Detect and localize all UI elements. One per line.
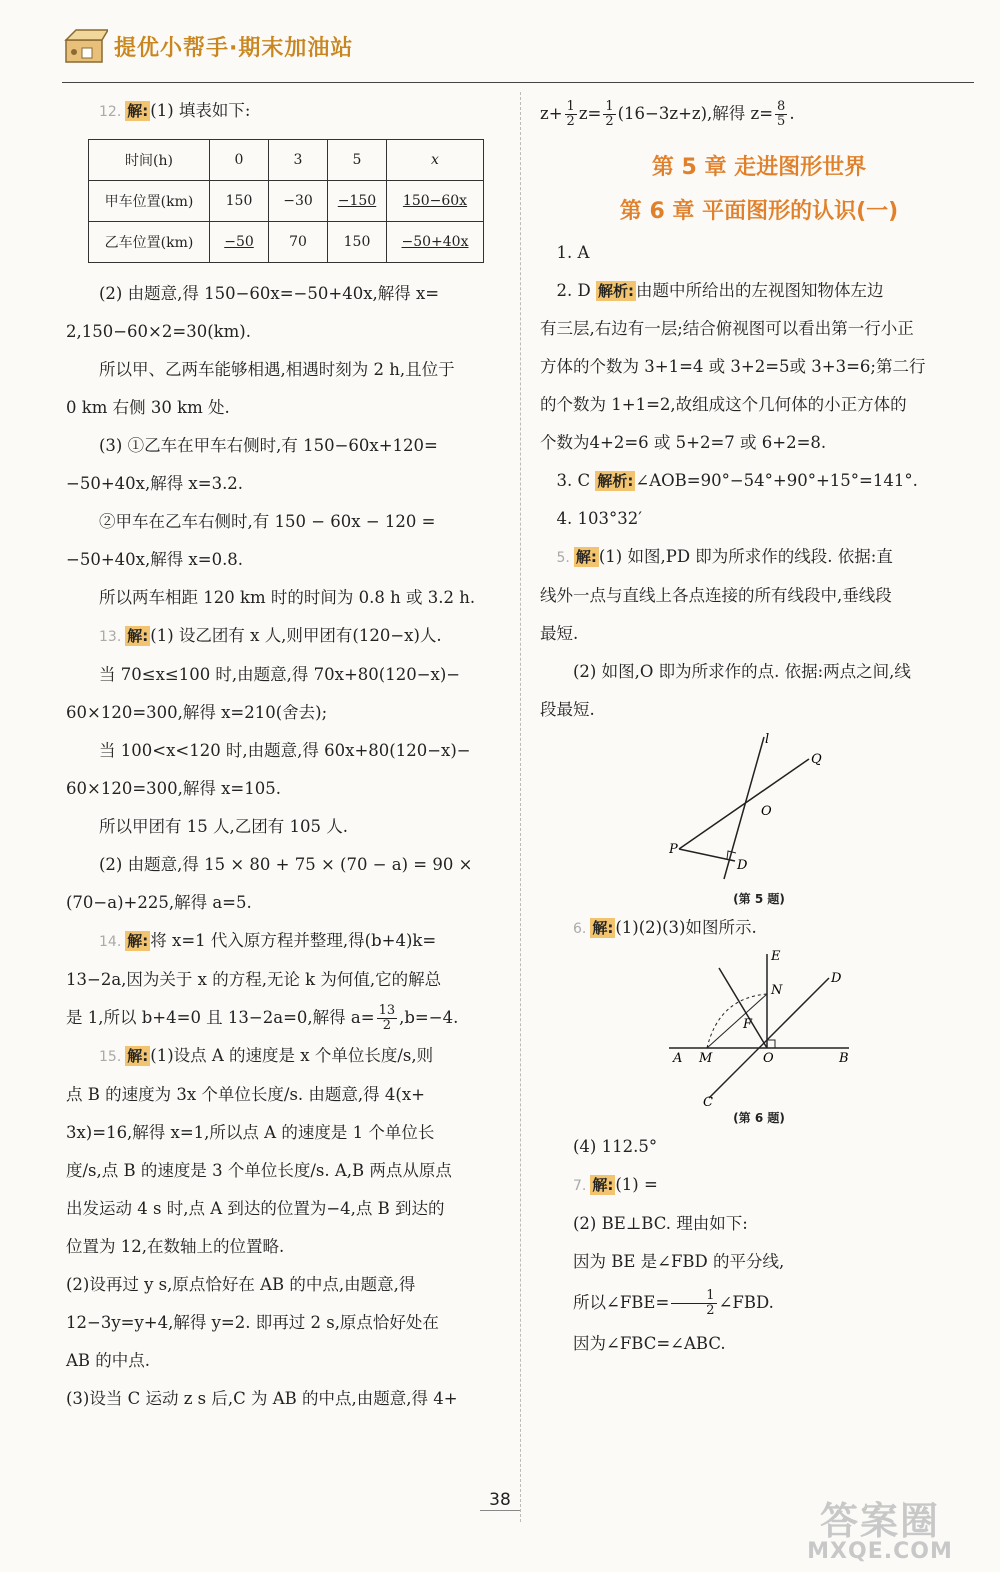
table-header-cell: 时间(h) xyxy=(89,140,210,181)
figure-6-caption: (第 6 题) xyxy=(733,1111,785,1125)
fraction-denominator: 2 xyxy=(706,1303,715,1318)
fig6-label-C: C xyxy=(703,1095,713,1108)
text-line: 所以甲、乙两车能够相遇,相遇时刻为 2 h,且位于 xyxy=(99,360,455,379)
jie-tag: 解: xyxy=(127,932,149,950)
text-line: 60×120=300,解得 x=210(舍去); xyxy=(66,703,328,722)
fig5-label-D: D xyxy=(737,858,748,873)
table-cell: 甲车位置(km) xyxy=(89,181,210,222)
jie-tag: 解: xyxy=(592,919,614,937)
text-line: 的个数为 1+1=2,故组成这个几何体的小正方体的 xyxy=(540,395,907,414)
a6-number: 6. xyxy=(573,921,587,937)
q13-part1: (1) 设乙团有 x 人,则甲团有(120−x)人. xyxy=(150,626,442,645)
table-header-cell: 3 xyxy=(269,140,328,181)
text-line: (2) 由题意,得 150−60x=−50+40x,解得 x= xyxy=(99,284,440,303)
fig5-label-Q: Q xyxy=(811,752,822,767)
fig6-label-E: E xyxy=(771,949,781,964)
text-line: −50+40x,解得 x=3.2. xyxy=(66,474,244,493)
fraction-denominator: 2 xyxy=(382,1018,391,1033)
jie-tag: 解: xyxy=(127,627,149,645)
text-line: 0 km 右侧 30 km 处. xyxy=(66,398,230,417)
watermark-logo xyxy=(780,1490,980,1570)
text-line: 2,150−60×2=30(km). xyxy=(66,322,251,341)
text-line: 线外一点与直线上各点连接的所有线段中,垂线段 xyxy=(540,586,892,605)
table-header-row xyxy=(89,140,484,181)
fraction-numerator: 13 xyxy=(378,1003,396,1018)
text-line: 因为∠FBC=∠ABC. xyxy=(573,1334,726,1353)
page-header xyxy=(62,26,353,66)
text-line: 13−2a,因为关于 x 的方程,无论 k 为何值,它的解总 xyxy=(66,970,442,989)
text-line: 方体的个数为 3+1=4 或 3+2=5或 3+3=6;第二行 xyxy=(540,357,926,376)
header-rule xyxy=(62,82,974,83)
fig5-label-l: l xyxy=(765,732,770,747)
table-cell: 150 xyxy=(210,181,269,222)
text-line: 点 B 的速度为 3x 个单位长度/s. 由题意,得 4(x+ xyxy=(66,1085,425,1104)
answer-6-line1: (1)(2)(3)如图所示. xyxy=(615,918,757,937)
table-cell-answer: −150 xyxy=(337,193,377,209)
fig6-label-N: N xyxy=(771,983,783,998)
fig6-label-D: D xyxy=(831,971,842,986)
fraction-numerator: 1 xyxy=(605,99,614,114)
q13-number: 13. xyxy=(99,629,122,645)
text-line: (70−a)+225,解得 a=5. xyxy=(66,893,252,912)
cont-c: (16−3z+z),解得 z= xyxy=(617,104,774,123)
jie-tag: 解: xyxy=(592,1176,614,1194)
fig6-label-F: F xyxy=(743,1017,753,1032)
figure-6 xyxy=(659,948,859,1108)
text-line: 最短. xyxy=(540,624,579,643)
table-cell-answer: −50+40x xyxy=(401,234,469,250)
text-line: 所以甲团有 15 人,乙团有 105 人. xyxy=(99,817,348,836)
fraction-numerator: 8 xyxy=(777,99,786,114)
watermark-url: MXQE.COM xyxy=(807,1539,953,1564)
table-cell-answer: 150−60x xyxy=(402,193,468,209)
fraction-denominator: 5 xyxy=(777,114,786,129)
q12-part1: (1) 填表如下: xyxy=(150,101,251,120)
q14-line3b: ,b=−4. xyxy=(399,1008,459,1027)
table-row xyxy=(89,222,484,263)
fraction xyxy=(671,1289,716,1318)
answer-3-head: 3. C xyxy=(556,471,591,490)
answer-7-line1: (1) = xyxy=(615,1175,658,1194)
answer-6 xyxy=(540,909,978,948)
table-cell: 70 xyxy=(269,222,328,263)
position-table xyxy=(88,139,484,263)
table-cell xyxy=(387,181,484,222)
table-cell-answer: −50 xyxy=(224,234,254,250)
text-line: (4) 112.5° xyxy=(573,1137,658,1156)
a7-line4b: ∠FBD. xyxy=(718,1293,774,1312)
answer-2-head: 2. D xyxy=(556,281,591,300)
text-line: (2) 如图,O 即为所求作的点. 依据:两点之间,线 xyxy=(573,662,911,681)
continuation-line xyxy=(540,92,978,136)
jie-tag: 解: xyxy=(127,102,149,120)
table-header-cell: 0 xyxy=(210,140,269,181)
answer-2-line1: 由题中所给出的左视图知物体左边 xyxy=(635,281,884,300)
q15-heading xyxy=(66,1037,506,1076)
answer-5 xyxy=(540,538,978,577)
fraction xyxy=(377,1004,398,1033)
text-line: 出发运动 4 s 时,点 A 到达的位置为−4,点 B 到达的 xyxy=(66,1199,445,1218)
jiexi-tag: 解析: xyxy=(597,282,634,300)
answer-4: 4. 103°32′ xyxy=(556,509,642,528)
jiexi-tag: 解析: xyxy=(597,472,634,490)
text-line: 段最短. xyxy=(540,700,595,719)
text-line: (2)设再过 y s,原点恰好在 AB 的中点,由题意,得 xyxy=(66,1275,416,1294)
table-row xyxy=(89,181,484,222)
text-line: 60×120=300,解得 x=105. xyxy=(66,779,281,798)
text-line: 当 100<x<120 时,由题意,得 60x+80(120−x)− xyxy=(99,741,471,760)
chapter6-title: 第 6 章 平面图形的认识(一) xyxy=(619,199,899,224)
answer-3 xyxy=(540,462,978,500)
text-line: ②甲车在乙车右侧时,有 150 − 60x − 120 = xyxy=(99,512,436,531)
text-line: (2) 由题意,得 15 × 80 + 75 × (70 − a) = 90 × xyxy=(99,855,473,874)
text-line: 因为 BE 是∠FBD 的平分线, xyxy=(573,1252,785,1271)
text-line: (2) BE⊥BC. 理由如下: xyxy=(573,1214,748,1233)
text-line: (3) ①乙车在甲车右侧时,有 150−60x+120= xyxy=(99,436,438,455)
header-title: 提优小帮手·期末加油站 xyxy=(114,35,354,61)
table-cell: 150 xyxy=(328,222,387,263)
page-number: 38 xyxy=(480,1490,520,1511)
book-logo-icon xyxy=(62,26,108,66)
q12-number: 12. xyxy=(99,104,122,120)
fig6-label-M: M xyxy=(699,1051,713,1066)
a7-line4a: 所以∠FBE= xyxy=(573,1293,670,1312)
right-column xyxy=(540,92,978,1363)
fraction xyxy=(775,100,787,129)
q14-line1: 将 x=1 代入原方程并整理,得(b+4)k= xyxy=(150,931,437,950)
chapter5-title: 第 5 章 走进图形世界 xyxy=(651,155,867,180)
answer-3-line1: ∠AOB=90°−54°+90°+15°=141°. xyxy=(635,471,918,490)
fig5-label-O: O xyxy=(761,804,772,819)
fraction xyxy=(603,100,615,129)
q14-line3a: 是 1,所以 b+4=0 且 13−2a=0,解得 a= xyxy=(66,1008,375,1027)
text-line: AB 的中点. xyxy=(66,1351,151,1370)
figure-5-caption: (第 5 题) xyxy=(733,892,785,906)
table-cell xyxy=(328,181,387,222)
text-line: 12−3y=y+4,解得 y=2. 即再过 2 s,原点恰好处在 xyxy=(66,1313,439,1332)
q14-number: 14. xyxy=(99,934,122,950)
fig6-label-A: A xyxy=(673,1051,683,1066)
text-line: 有三层,右边有一层;结合俯视图可以看出第一行小正 xyxy=(540,319,914,338)
jie-tag: 解: xyxy=(575,548,597,566)
q12-heading xyxy=(66,92,506,131)
answer-1: 1. A xyxy=(556,243,590,262)
table-cell: −30 xyxy=(269,181,328,222)
cont-d: . xyxy=(789,104,795,123)
a5-number: 5. xyxy=(556,550,570,566)
table-header-cell: 5 xyxy=(328,140,387,181)
column-divider xyxy=(520,92,521,1522)
answer-7 xyxy=(540,1166,978,1205)
text-line: (3)设当 C 运动 z s 后,C 为 AB 的中点,由题意,得 4+ xyxy=(66,1389,458,1408)
fraction-numerator: 1 xyxy=(671,1289,716,1304)
figure-5 xyxy=(669,729,849,889)
fig6-label-B: B xyxy=(839,1051,849,1066)
cont-b: z= xyxy=(578,104,602,123)
left-column xyxy=(66,92,506,1418)
q14-heading xyxy=(66,922,506,961)
table-header-cell: x xyxy=(387,140,484,181)
table-cell xyxy=(210,222,269,263)
text-line: 当 70≤x≤100 时,由题意,得 70x+80(120−x)− xyxy=(99,665,461,684)
fraction-numerator: 1 xyxy=(566,99,575,114)
q13-heading xyxy=(66,617,506,656)
fig6-label-O: O xyxy=(763,1051,774,1066)
fraction xyxy=(565,100,577,129)
watermark-text: 答案圈 xyxy=(819,1499,940,1543)
answer-2 xyxy=(540,272,978,310)
table-cell xyxy=(387,222,484,263)
text-line: 所以两车相距 120 km 时的时间为 0.8 h 或 3.2 h. xyxy=(99,588,476,607)
table-cell: 乙车位置(km) xyxy=(89,222,210,263)
text-line xyxy=(540,1281,978,1325)
jie-tag: 解: xyxy=(127,1047,149,1065)
text-line: −50+40x,解得 x=0.8. xyxy=(66,550,244,569)
fraction-denominator: 2 xyxy=(566,114,575,129)
text-line xyxy=(66,999,506,1037)
a7-number: 7. xyxy=(573,1178,587,1194)
q15-line1: (1)设点 A 的速度是 x 个单位长度/s,则 xyxy=(150,1046,434,1065)
fig5-label-P: P xyxy=(669,842,678,857)
fraction-denominator: 2 xyxy=(605,114,614,129)
text-line: 度/s,点 B 的速度是 3 个单位长度/s. A,B 两点从原点 xyxy=(66,1161,452,1180)
text-line: 个数为4+2=6 或 5+2=7 或 6+2=8. xyxy=(540,433,827,452)
text-line: 3x)=16,解得 x=1,所以点 A 的速度是 1 个单位长 xyxy=(66,1123,435,1142)
text-line: 位置为 12,在数轴上的位置略. xyxy=(66,1237,285,1256)
q15-number: 15. xyxy=(99,1049,122,1065)
cont-a: z+ xyxy=(540,104,563,123)
answer-5-line1: (1) 如图,PD 即为所求作的线段. 依据:直 xyxy=(598,547,893,566)
